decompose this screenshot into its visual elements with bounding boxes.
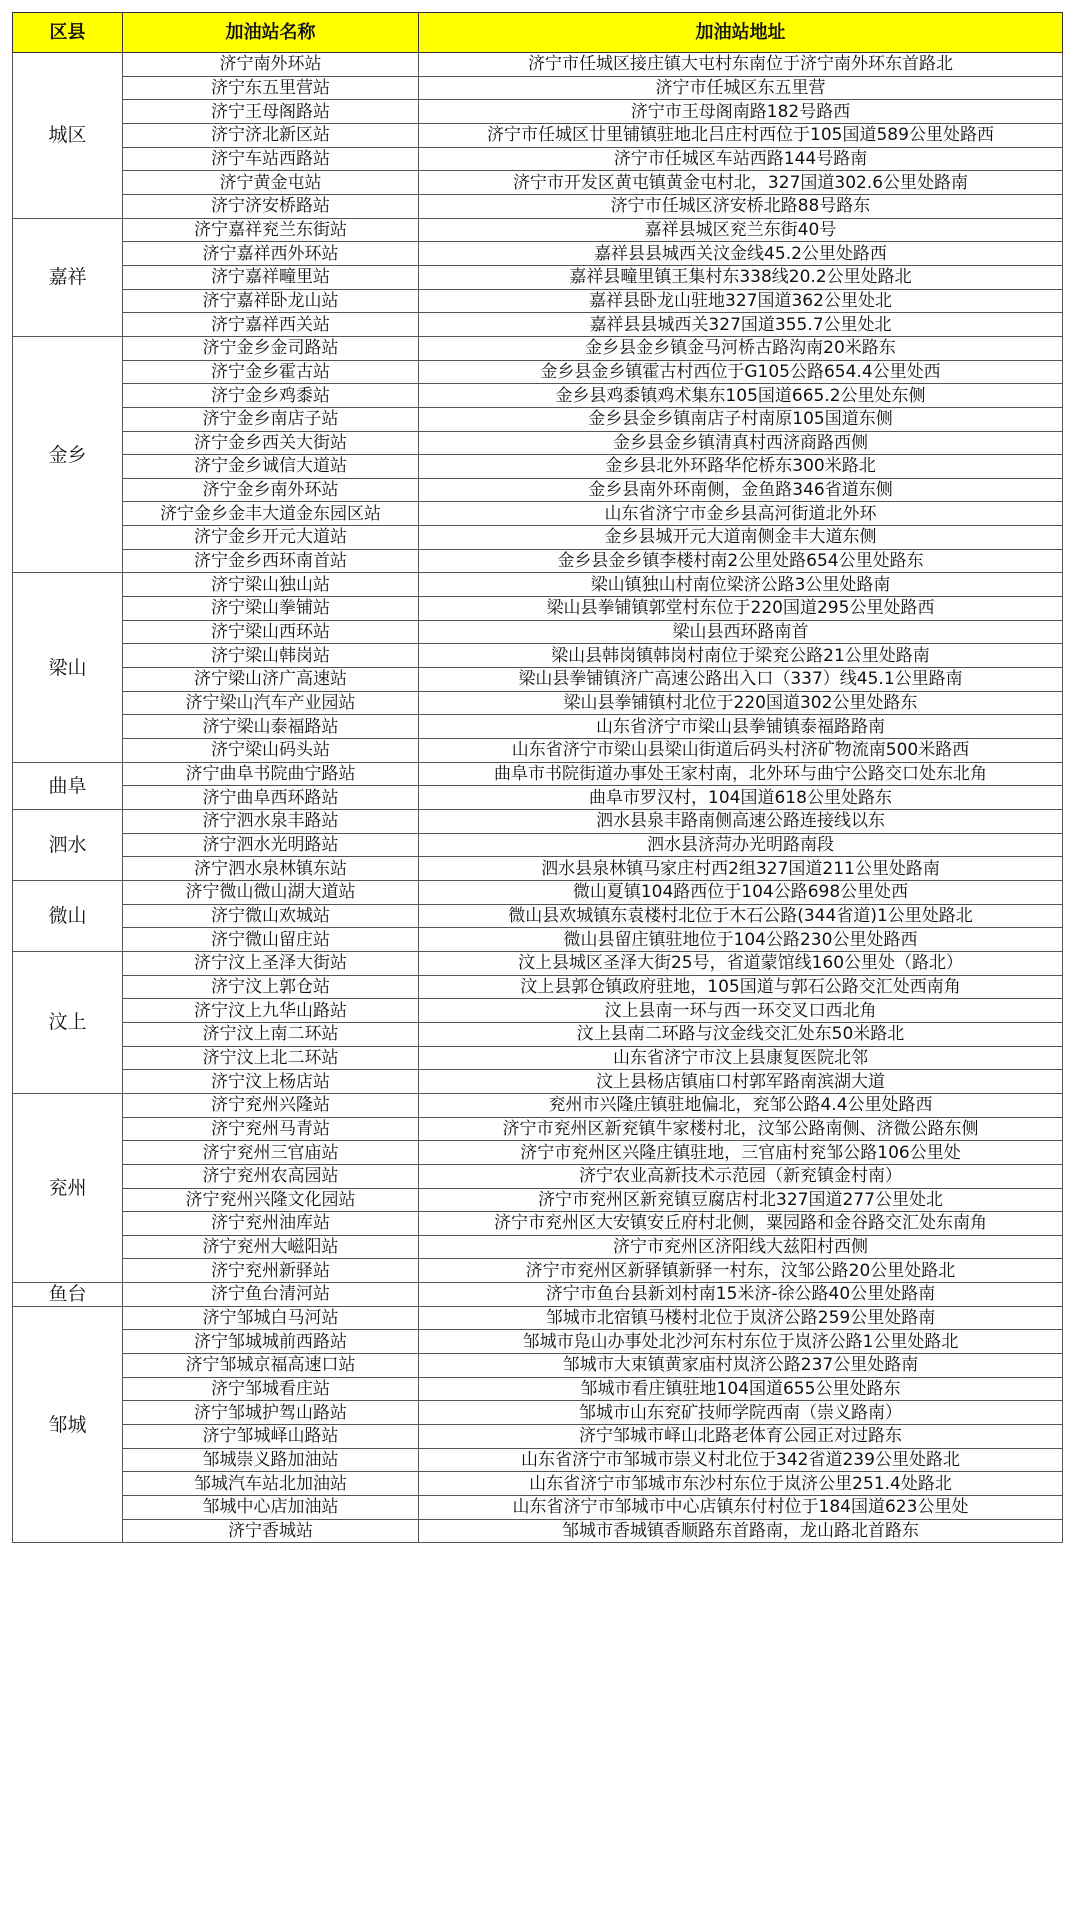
table-row bbox=[13, 691, 1063, 715]
station-address-cell[interactable]: 邹城市山东兖矿技师学院西南（崇义路南） bbox=[419, 1401, 1063, 1425]
station-address-cell[interactable]: 金乡县金乡镇清真村西济商路西侧 bbox=[419, 431, 1063, 455]
station-name-cell[interactable]: 济宁兖州农高园站 bbox=[123, 1164, 419, 1188]
station-address-cell[interactable]: 嘉祥县卧龙山驻地327国道362公里处北 bbox=[419, 289, 1063, 313]
station-name-cell[interactable]: 济宁梁山汽车产业园站 bbox=[123, 691, 419, 715]
station-name-cell[interactable]: 济宁汶上圣泽大街站 bbox=[123, 951, 419, 975]
district-cell[interactable]: 汶上 bbox=[13, 951, 123, 1093]
table-row bbox=[13, 123, 1063, 147]
station-address-cell[interactable]: 济宁农业高新技术示范园（新兖镇金村南） bbox=[419, 1164, 1063, 1188]
station-name-cell[interactable]: 邹城汽车站北加油站 bbox=[123, 1472, 419, 1496]
station-name-cell[interactable]: 济宁梁山独山站 bbox=[123, 573, 419, 597]
table-row bbox=[13, 1496, 1063, 1520]
table-row bbox=[13, 1164, 1063, 1188]
table-row bbox=[13, 1022, 1063, 1046]
station-address-cell[interactable]: 邹城市香城镇香顺路东首路南，龙山路北首路东 bbox=[419, 1519, 1063, 1543]
station-name-cell[interactable]: 邹城崇义路加油站 bbox=[123, 1448, 419, 1472]
table-row bbox=[13, 644, 1063, 668]
station-name-cell[interactable]: 济宁嘉祥西外环站 bbox=[123, 242, 419, 266]
station-address-cell[interactable]: 梁山县拳铺镇村北位于220国道302公里处路东 bbox=[419, 691, 1063, 715]
station-name-cell[interactable]: 济宁兖州三官庙站 bbox=[123, 1141, 419, 1165]
table-row bbox=[13, 336, 1063, 360]
station-name-cell[interactable]: 济宁兖州新驿站 bbox=[123, 1259, 419, 1283]
station-name-cell[interactable]: 邹城中心店加油站 bbox=[123, 1496, 419, 1520]
district-cell[interactable]: 城区 bbox=[13, 53, 123, 219]
station-name-cell[interactable]: 济宁曲阜书院曲宁路站 bbox=[123, 762, 419, 786]
table-row bbox=[13, 100, 1063, 124]
station-address-cell[interactable]: 泗水县泉丰路南侧高速公路连接线以东 bbox=[419, 810, 1063, 834]
station-address-cell[interactable]: 邹城市北宿镇马楼村北位于岚济公路259公里处路南 bbox=[419, 1306, 1063, 1330]
table-row bbox=[13, 218, 1063, 242]
table-row bbox=[13, 1519, 1063, 1543]
station-name-cell[interactable]: 济宁嘉祥兖兰东街站 bbox=[123, 218, 419, 242]
table-row bbox=[13, 739, 1063, 763]
table-row bbox=[13, 951, 1063, 975]
station-address-cell[interactable]: 汶上县南一环与西一环交叉口西北角 bbox=[419, 999, 1063, 1023]
station-address-cell[interactable]: 济宁市兖州区新兖镇牛家楼村北，汶邹公路南侧、济微公路东侧 bbox=[419, 1117, 1063, 1141]
table-row bbox=[13, 1283, 1063, 1307]
station-address-cell[interactable]: 金乡县北外环路华佗桥东300米路北 bbox=[419, 455, 1063, 479]
table-row bbox=[13, 810, 1063, 834]
table-row bbox=[13, 1046, 1063, 1070]
table-row bbox=[13, 1472, 1063, 1496]
district-cell[interactable]: 兖州 bbox=[13, 1093, 123, 1282]
station-address-cell[interactable]: 山东省济宁市邹城市崇义村北位于342省道239公里处路北 bbox=[419, 1448, 1063, 1472]
station-address-cell[interactable]: 曲阜市书院街道办事处王家村南，北外环与曲宁公路交口处东北角 bbox=[419, 762, 1063, 786]
table-row bbox=[13, 597, 1063, 621]
table-row bbox=[13, 1377, 1063, 1401]
table-row bbox=[13, 431, 1063, 455]
station-address-cell[interactable]: 微山夏镇104路西位于104公路698公里处西 bbox=[419, 880, 1063, 904]
station-name-cell[interactable]: 济宁金乡开元大道站 bbox=[123, 526, 419, 550]
station-name-cell[interactable]: 济宁东五里营站 bbox=[123, 76, 419, 100]
table-row bbox=[13, 833, 1063, 857]
station-address-cell[interactable]: 山东省济宁市汶上县康复医院北邻 bbox=[419, 1046, 1063, 1070]
station-name-cell[interactable]: 济宁嘉祥西关站 bbox=[123, 313, 419, 337]
station-address-cell[interactable]: 汶上县郭仓镇政府驻地，105国道与郭石公路交汇处西南角 bbox=[419, 975, 1063, 999]
station-address-cell[interactable]: 汶上县城区圣泽大街25号，省道蒙馆线160公里处（路北） bbox=[419, 951, 1063, 975]
spreadsheet bbox=[12, 12, 1063, 1543]
table-row bbox=[13, 1354, 1063, 1378]
station-name-cell[interactable]: 济宁金乡诚信大道站 bbox=[123, 455, 419, 479]
table-row bbox=[13, 478, 1063, 502]
table-row bbox=[13, 1117, 1063, 1141]
station-name-cell[interactable]: 济宁鱼台清河站 bbox=[123, 1283, 419, 1307]
station-name-cell[interactable]: 济宁梁山韩岗站 bbox=[123, 644, 419, 668]
station-name-cell[interactable]: 济宁香城站 bbox=[123, 1519, 419, 1543]
station-address-cell[interactable]: 山东省济宁市梁山县梁山街道后码头村济矿物流南500米路西 bbox=[419, 739, 1063, 763]
station-address-cell[interactable]: 梁山县拳铺镇郭堂村东位于220国道295公里处路西 bbox=[419, 597, 1063, 621]
table-row bbox=[13, 1070, 1063, 1094]
station-name-cell[interactable]: 济宁邹城护驾山路站 bbox=[123, 1401, 419, 1425]
station-address-cell[interactable]: 济宁市王母阁南路182号路西 bbox=[419, 100, 1063, 124]
table-row bbox=[13, 289, 1063, 313]
station-name-cell[interactable]: 济宁金乡霍古站 bbox=[123, 360, 419, 384]
table-row bbox=[13, 194, 1063, 218]
table-row bbox=[13, 786, 1063, 810]
header-station-name[interactable]: 加油站名称 bbox=[123, 13, 419, 53]
station-name-cell[interactable]: 济宁微山微山湖大道站 bbox=[123, 880, 419, 904]
gas-station-table bbox=[12, 12, 1063, 1543]
table-row bbox=[13, 1141, 1063, 1165]
station-address-cell[interactable]: 梁山县韩岗镇韩岗村南位于梁兖公路21公里处路南 bbox=[419, 644, 1063, 668]
station-address-cell[interactable]: 嘉祥县疃里镇王集村东338线20.2公里处路北 bbox=[419, 265, 1063, 289]
station-address-cell[interactable]: 泗水县济菏办光明路南段 bbox=[419, 833, 1063, 857]
station-name-cell[interactable]: 济宁金乡西环南首站 bbox=[123, 549, 419, 573]
station-address-cell[interactable]: 济宁邹城市峄山北路老体育公园正对过路东 bbox=[419, 1425, 1063, 1449]
table-row bbox=[13, 1259, 1063, 1283]
station-name-cell[interactable]: 济宁王母阁路站 bbox=[123, 100, 419, 124]
station-name-cell[interactable]: 济宁梁山码头站 bbox=[123, 739, 419, 763]
table-row bbox=[13, 1330, 1063, 1354]
table-row bbox=[13, 549, 1063, 573]
station-address-cell[interactable]: 金乡县金乡镇霍古村西位于G105公路654.4公里处西 bbox=[419, 360, 1063, 384]
table-row bbox=[13, 502, 1063, 526]
station-name-cell[interactable]: 济宁汶上杨店站 bbox=[123, 1070, 419, 1094]
station-name-cell[interactable]: 济宁邹城白马河站 bbox=[123, 1306, 419, 1330]
table-row bbox=[13, 265, 1063, 289]
table-row bbox=[13, 928, 1063, 952]
station-address-cell[interactable]: 梁山镇独山村南位梁济公路3公里处路南 bbox=[419, 573, 1063, 597]
station-address-cell[interactable]: 济宁市任城区廿里铺镇驻地北吕庄村西位于105国道589公里处路西 bbox=[419, 123, 1063, 147]
station-name-cell[interactable]: 济宁梁山泰福路站 bbox=[123, 715, 419, 739]
table-row bbox=[13, 53, 1063, 77]
station-name-cell[interactable]: 济宁兖州兴隆站 bbox=[123, 1093, 419, 1117]
station-name-cell[interactable]: 济宁微山欢城站 bbox=[123, 904, 419, 928]
table-row bbox=[13, 384, 1063, 408]
table-row bbox=[13, 1425, 1063, 1449]
station-name-cell[interactable]: 济宁兖州大嵫阳站 bbox=[123, 1235, 419, 1259]
station-name-cell[interactable]: 济宁邹城京福高速口站 bbox=[123, 1354, 419, 1378]
table-row bbox=[13, 76, 1063, 100]
header-district[interactable]: 区县 bbox=[13, 13, 123, 53]
station-name-cell[interactable]: 济宁梁山拳铺站 bbox=[123, 597, 419, 621]
station-address-cell[interactable]: 嘉祥县县城西关327国道355.7公里处北 bbox=[419, 313, 1063, 337]
table-row bbox=[13, 620, 1063, 644]
station-name-cell[interactable]: 济宁济北新区站 bbox=[123, 123, 419, 147]
station-name-cell[interactable]: 济宁汶上南二环站 bbox=[123, 1022, 419, 1046]
table-row bbox=[13, 1093, 1063, 1117]
station-address-cell[interactable]: 金乡县南外环南侧，金鱼路346省道东侧 bbox=[419, 478, 1063, 502]
station-address-cell[interactable]: 济宁市任城区车站西路144号路南 bbox=[419, 147, 1063, 171]
station-address-cell[interactable]: 济宁市鱼台县新刘村南15米济-徐公路40公里处路南 bbox=[419, 1283, 1063, 1307]
station-address-cell[interactable]: 曲阜市罗汉村，104国道618公里处路东 bbox=[419, 786, 1063, 810]
station-address-cell[interactable]: 济宁市任城区东五里营 bbox=[419, 76, 1063, 100]
table-row bbox=[13, 455, 1063, 479]
table-row bbox=[13, 668, 1063, 692]
station-name-cell[interactable]: 济宁黄金屯站 bbox=[123, 171, 419, 195]
station-name-cell[interactable]: 济宁汶上九华山路站 bbox=[123, 999, 419, 1023]
table-row bbox=[13, 857, 1063, 881]
station-address-cell[interactable]: 汶上县杨店镇庙口村郭军路南滨湖大道 bbox=[419, 1070, 1063, 1094]
station-address-cell[interactable]: 济宁市兖州区济阳线大兹阳村西侧 bbox=[419, 1235, 1063, 1259]
district-cell[interactable]: 邹城 bbox=[13, 1306, 123, 1543]
station-name-cell[interactable]: 济宁梁山济广高速站 bbox=[123, 668, 419, 692]
station-address-cell[interactable]: 济宁市兖州区新兖镇豆腐店村北327国道277公里处北 bbox=[419, 1188, 1063, 1212]
table-row bbox=[13, 147, 1063, 171]
station-address-cell[interactable]: 汶上县南二环路与汶金线交汇处东50米路北 bbox=[419, 1022, 1063, 1046]
table-row bbox=[13, 1235, 1063, 1259]
station-name-cell[interactable]: 济宁嘉祥疃里站 bbox=[123, 265, 419, 289]
table-row bbox=[13, 1448, 1063, 1472]
station-name-cell[interactable]: 济宁邹城城前西路站 bbox=[123, 1330, 419, 1354]
station-address-cell[interactable]: 济宁市开发区黄屯镇黄金屯村北，327国道302.6公里处路南 bbox=[419, 171, 1063, 195]
station-name-cell[interactable]: 济宁泗水光明路站 bbox=[123, 833, 419, 857]
station-name-cell[interactable]: 济宁嘉祥卧龙山站 bbox=[123, 289, 419, 313]
station-name-cell[interactable]: 济宁曲阜西环路站 bbox=[123, 786, 419, 810]
station-name-cell[interactable]: 济宁梁山西环站 bbox=[123, 620, 419, 644]
station-name-cell[interactable]: 济宁车站西路站 bbox=[123, 147, 419, 171]
district-cell[interactable]: 泗水 bbox=[13, 810, 123, 881]
station-name-cell[interactable]: 济宁南外环站 bbox=[123, 53, 419, 77]
table-row bbox=[13, 999, 1063, 1023]
station-address-cell[interactable]: 嘉祥县县城西关汶金线45.2公里处路西 bbox=[419, 242, 1063, 266]
table-row bbox=[13, 360, 1063, 384]
station-address-cell[interactable]: 微山县留庄镇驻地位于104公路230公里处路西 bbox=[419, 928, 1063, 952]
header-row bbox=[13, 13, 1063, 53]
station-name-cell[interactable]: 济宁邹城看庄站 bbox=[123, 1377, 419, 1401]
table-row bbox=[13, 1188, 1063, 1212]
station-name-cell[interactable]: 济宁泗水泉林镇东站 bbox=[123, 857, 419, 881]
station-address-cell[interactable]: 梁山县西环路南首 bbox=[419, 620, 1063, 644]
station-address-cell[interactable]: 邹城市大束镇黄家庙村岚济公路237公里处路南 bbox=[419, 1354, 1063, 1378]
station-name-cell[interactable]: 济宁兖州油库站 bbox=[123, 1212, 419, 1236]
table-row bbox=[13, 904, 1063, 928]
station-name-cell[interactable]: 济宁兖州马青站 bbox=[123, 1117, 419, 1141]
header-station-address[interactable]: 加油站地址 bbox=[419, 13, 1063, 53]
table-row bbox=[13, 975, 1063, 999]
station-address-cell[interactable]: 邹城市凫山办事处北沙河东村东位于岚济公路1公里处路北 bbox=[419, 1330, 1063, 1354]
table-row bbox=[13, 1401, 1063, 1425]
district-cell[interactable]: 鱼台 bbox=[13, 1283, 123, 1307]
table-row bbox=[13, 762, 1063, 786]
station-address-cell[interactable]: 金乡县金乡镇李楼村南2公里处路654公里处路东 bbox=[419, 549, 1063, 573]
table-row bbox=[13, 313, 1063, 337]
table-row bbox=[13, 407, 1063, 431]
station-address-cell[interactable]: 金乡县鸡黍镇鸡术集东105国道665.2公里处东侧 bbox=[419, 384, 1063, 408]
table-row bbox=[13, 242, 1063, 266]
station-address-cell[interactable]: 济宁市兖州区兴隆庄镇驻地，三官庙村兖邹公路106公里处 bbox=[419, 1141, 1063, 1165]
table-row bbox=[13, 573, 1063, 597]
table-row bbox=[13, 715, 1063, 739]
station-name-cell[interactable]: 济宁济安桥路站 bbox=[123, 194, 419, 218]
table-row bbox=[13, 526, 1063, 550]
station-address-cell[interactable]: 梁山县拳铺镇济广高速公路出入口（337）线45.1公里路南 bbox=[419, 668, 1063, 692]
station-address-cell[interactable]: 济宁市任城区济安桥北路88号路东 bbox=[419, 194, 1063, 218]
station-address-cell[interactable]: 山东省济宁市金乡县高河街道北外环 bbox=[419, 502, 1063, 526]
station-address-cell[interactable]: 济宁市兖州区新驿镇新驿一村东，汶邹公路20公里处路北 bbox=[419, 1259, 1063, 1283]
district-cell[interactable]: 金乡 bbox=[13, 336, 123, 573]
station-name-cell[interactable]: 济宁兖州兴隆文化园站 bbox=[123, 1188, 419, 1212]
station-name-cell[interactable]: 济宁泗水泉丰路站 bbox=[123, 810, 419, 834]
table-row bbox=[13, 1212, 1063, 1236]
station-address-cell[interactable]: 嘉祥县城区兖兰东街40号 bbox=[419, 218, 1063, 242]
table-row bbox=[13, 1306, 1063, 1330]
station-address-cell[interactable]: 济宁市任城区接庄镇大屯村东南位于济宁南外环东首路北 bbox=[419, 53, 1063, 77]
station-name-cell[interactable]: 济宁金乡鸡黍站 bbox=[123, 384, 419, 408]
district-cell[interactable]: 梁山 bbox=[13, 573, 123, 762]
station-address-cell[interactable]: 济宁市兖州区大安镇安丘府村北侧，粟园路和金谷路交汇处东南角 bbox=[419, 1212, 1063, 1236]
station-address-cell[interactable]: 山东省济宁市邹城市东沙村东位于岚济公里251.4处路北 bbox=[419, 1472, 1063, 1496]
station-name-cell[interactable]: 济宁微山留庄站 bbox=[123, 928, 419, 952]
table-row bbox=[13, 880, 1063, 904]
station-name-cell[interactable]: 济宁汶上北二环站 bbox=[123, 1046, 419, 1070]
district-cell[interactable]: 微山 bbox=[13, 880, 123, 951]
station-address-cell[interactable]: 邹城市看庄镇驻地104国道655公里处路东 bbox=[419, 1377, 1063, 1401]
station-name-cell[interactable]: 济宁金乡金丰大道金东园区站 bbox=[123, 502, 419, 526]
station-name-cell[interactable]: 济宁金乡南店子站 bbox=[123, 407, 419, 431]
station-address-cell[interactable]: 泗水县泉林镇马家庄村西2组327国道211公里处路南 bbox=[419, 857, 1063, 881]
station-address-cell[interactable]: 金乡县金乡镇金马河桥古路沟南20米路东 bbox=[419, 336, 1063, 360]
station-name-cell[interactable]: 济宁邹城峄山路站 bbox=[123, 1425, 419, 1449]
station-name-cell[interactable]: 济宁金乡南外环站 bbox=[123, 478, 419, 502]
station-address-cell[interactable]: 山东省济宁市邹城市中心店镇东付村位于184国道623公里处 bbox=[419, 1496, 1063, 1520]
station-address-cell[interactable]: 微山县欢城镇东袁楼村北位于木石公路(344省道)1公里处路北 bbox=[419, 904, 1063, 928]
station-name-cell[interactable]: 济宁汶上郭仓站 bbox=[123, 975, 419, 999]
table-row bbox=[13, 171, 1063, 195]
station-address-cell[interactable]: 金乡县城开元大道南侧金丰大道东侧 bbox=[419, 526, 1063, 550]
station-name-cell[interactable]: 济宁金乡金司路站 bbox=[123, 336, 419, 360]
station-address-cell[interactable]: 山东省济宁市梁山县拳铺镇泰福路路南 bbox=[419, 715, 1063, 739]
station-address-cell[interactable]: 金乡县金乡镇南店子村南原105国道东侧 bbox=[419, 407, 1063, 431]
district-cell[interactable]: 曲阜 bbox=[13, 762, 123, 809]
district-cell[interactable]: 嘉祥 bbox=[13, 218, 123, 336]
station-name-cell[interactable]: 济宁金乡西关大街站 bbox=[123, 431, 419, 455]
station-address-cell[interactable]: 兖州市兴隆庄镇驻地偏北，兖邹公路4.4公里处路西 bbox=[419, 1093, 1063, 1117]
